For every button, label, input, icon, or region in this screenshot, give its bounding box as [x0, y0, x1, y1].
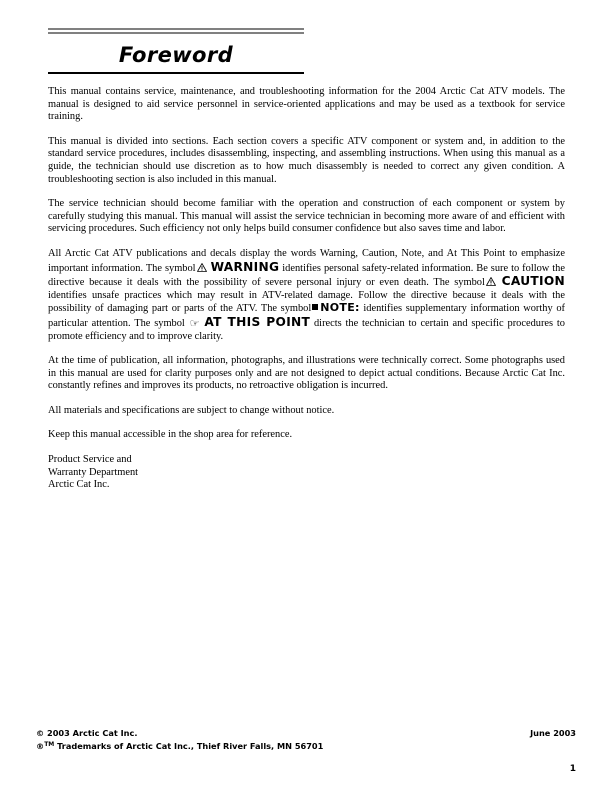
warning-triangle-icon — [197, 263, 207, 272]
signature-line-2: Warranty Department — [48, 466, 139, 478]
signature-line-1: Product Service and — [48, 454, 132, 466]
safety-text-seg-5: directs the technician to certain and specific procedures to promote efficiency and to improve clarity. — [48, 317, 565, 342]
safety-text-seg-4: identifies supplementary information worthy of particular attention. The symbol — [48, 303, 565, 329]
paragraph-sections: This manual is divided into sections. Each section covers a specific ATV component or system and, in addition to the standard service procedures, includes disassembling, inspecting, and assembling instructions. When using this manual as a guide, the technician should use discretion as to how much disassembly is needed to correct any given condition. A troubleshooting section is also included in this manual. — [48, 135, 565, 185]
safety-text-seg-1: All Arctic Cat ATV publications and decals display the words Warning, Caution, Note, and At This Point to emphasize important information. The symbol — [48, 247, 565, 274]
footer-copyright: © 2003 Arctic Cat Inc. — [36, 727, 138, 738]
paragraph-intro: This manual contains service, maintenance, and troubleshooting information for the 2004 Arctic Cat ATV models. The manual is designed to aid service personnel in service-oriented applications and may be used as a textbook for service training. — [48, 86, 565, 123]
note-keyword: NOTE: — [320, 301, 360, 315]
trademark-mark-icon: TM — [44, 740, 55, 748]
paragraph-publication: At the time of publication, all information, photographs, and illustrations were technically correct. Some photographs used in this manual are used for clarity purposes only and are not designed to depict actual conditions. Because Arctic Cat Inc. constantly refines and improves its products, no retroactive obligation is incurred. — [48, 355, 565, 392]
safety-text-seg-2: identifies personal safety-related information. Be sure to follow the directive because it deals with the possibility of severe personal injury or even death. The symbol — [48, 262, 565, 289]
body-column — [48, 86, 565, 492]
at-this-point-keyword: AT THIS POINT — [204, 314, 311, 329]
filled-square-bullet-icon — [312, 304, 318, 310]
footer-trademark-text: Trademarks of Arctic Cat Inc., Thief River Falls, MN 56701 — [54, 740, 324, 751]
footer-date: June 2003 — [530, 727, 576, 738]
paragraph-safety-symbols — [48, 248, 565, 343]
page-footer — [36, 728, 576, 752]
footer-top-row — [36, 728, 576, 739]
pointing-hand-icon: ☞ — [189, 316, 200, 330]
document-header — [48, 28, 304, 74]
paragraph-accessible: Keep this manual accessible in the shop area for reference. — [48, 429, 293, 441]
registered-mark-icon: ® — [36, 740, 45, 751]
signature-block — [48, 454, 565, 492]
caution-triangle-icon — [486, 277, 496, 286]
paragraph-specifications: All materials and specifications are subject to change without notice. — [48, 404, 335, 416]
page-title: Foreword — [118, 43, 234, 67]
caution-keyword: CAUTION — [501, 274, 565, 289]
header-top-double-rule — [48, 28, 304, 34]
footer-trademark — [36, 739, 576, 752]
paragraph-technician: The service technician should become familiar with the operation and construction of each component or system by carefully studying this manual. This manual will assist the service technician in becoming more aware of and efficient with servicing procedures. Such efficiency not only helps build consumer confidence but also saves time and labor. — [48, 198, 565, 235]
safety-text-seg-3: identifies unsafe practices which may result in ATV-related damage. Follow the directive because it deals with the possibility of damaging part or parts of the ATV. The symbol — [48, 289, 565, 315]
page-number: 1 — [569, 764, 576, 774]
header-bottom-rule — [48, 72, 304, 74]
signature-line-3: Arctic Cat Inc. — [48, 479, 110, 491]
warning-keyword: WARNING — [210, 259, 280, 274]
